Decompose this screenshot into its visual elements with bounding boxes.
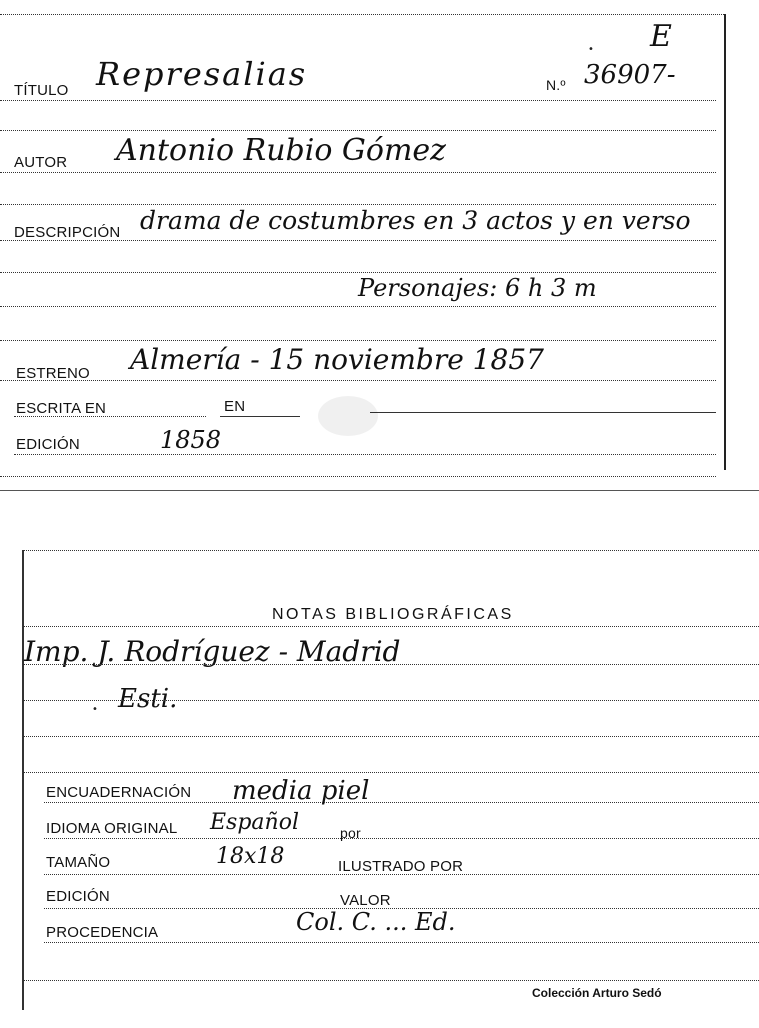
- catalog-card-bottom: [0, 540, 759, 1028]
- tamano-value: 18x18: [216, 844, 285, 869]
- valor-label: VALOR: [340, 892, 391, 909]
- personajes-value: Personajes: 6 h 3 m: [358, 274, 597, 302]
- rule-blank-3: [0, 272, 716, 273]
- note-rule-3: [24, 736, 759, 737]
- card-left-border: [22, 550, 24, 1010]
- card-bottom-edge: [0, 490, 759, 491]
- estreno-rule: [0, 380, 716, 381]
- rule-blank-4: [0, 340, 716, 341]
- encuadernacion-value: media piel: [232, 776, 370, 806]
- note-rule-2: [24, 700, 759, 701]
- rule-bottom: [0, 476, 716, 477]
- personajes-rule: [0, 306, 716, 307]
- procedencia-rule: [44, 942, 759, 943]
- card-bottom-top-edge: [22, 550, 759, 551]
- rule-blank-1: [0, 130, 716, 131]
- footer-rule: [24, 980, 759, 981]
- en-rule-right: [370, 412, 716, 413]
- encuadernacion-rule: [44, 802, 759, 803]
- autor-label: AUTOR: [14, 154, 68, 171]
- titulo-label: TÍTULO: [14, 82, 69, 99]
- tamano-label: TAMAÑO: [46, 854, 111, 871]
- autor-rule: [0, 172, 716, 173]
- ink-smudge: [318, 396, 378, 436]
- idioma-value: Español: [210, 810, 299, 835]
- ink-dot-2: •: [92, 704, 98, 715]
- note-line-1: Imp. J. Rodríguez - Madrid: [24, 635, 401, 668]
- estreno-value: Almería - 15 noviembre 1857: [130, 343, 544, 376]
- en-rule: [220, 416, 300, 417]
- por-label: por: [340, 825, 361, 841]
- escrita-label: ESCRITA EN: [16, 400, 107, 417]
- procedencia-value: Col. C. ... Ed.: [296, 908, 456, 936]
- edicion-rule: [14, 454, 716, 455]
- collection-footer: Colección Arturo Sedó: [532, 986, 662, 1000]
- autor-value: Antonio Rubio Gómez: [116, 133, 446, 168]
- idioma-label: IDIOMA ORIGINAL: [46, 820, 178, 837]
- estreno-label: ESTRENO: [16, 365, 90, 382]
- descripcion-label: DESCRIPCIÓN: [14, 224, 121, 241]
- numero-label: N.º: [546, 77, 566, 93]
- card-right-border: [724, 14, 726, 470]
- idioma-rule: [44, 838, 759, 839]
- titulo-value: Represalias: [96, 55, 308, 93]
- note-line-2: Esti.: [118, 684, 178, 714]
- encuadernacion-label: ENCUADERNACIÓN: [46, 784, 192, 801]
- en-label: EN: [224, 398, 246, 415]
- note-rule-4: [24, 772, 759, 773]
- catalog-card-top: [0, 0, 759, 492]
- card-top-edge: [0, 14, 724, 16]
- notas-heading: NOTAS BIBLIOGRÁFICAS: [272, 606, 514, 623]
- procedencia-label: PROCEDENCIA: [46, 924, 159, 941]
- rule-blank-2: [0, 204, 716, 205]
- descripcion-value: drama de costumbres en 3 actos y en verso: [140, 206, 691, 235]
- tamano-rule: [44, 874, 759, 875]
- titulo-rule: [0, 100, 716, 101]
- edicion-label: EDICIÓN: [16, 436, 80, 453]
- note-rule-1: [24, 664, 759, 665]
- numero-value: 36907-: [584, 60, 676, 90]
- heading-rule: [24, 626, 759, 627]
- edicion-label-bottom: EDICIÓN: [46, 888, 110, 905]
- card-letter: E: [650, 19, 672, 54]
- ink-dot: •: [588, 44, 594, 55]
- ilustrado-label: ILUSTRADO POR: [338, 858, 464, 875]
- edicion-value: 1858: [160, 426, 222, 454]
